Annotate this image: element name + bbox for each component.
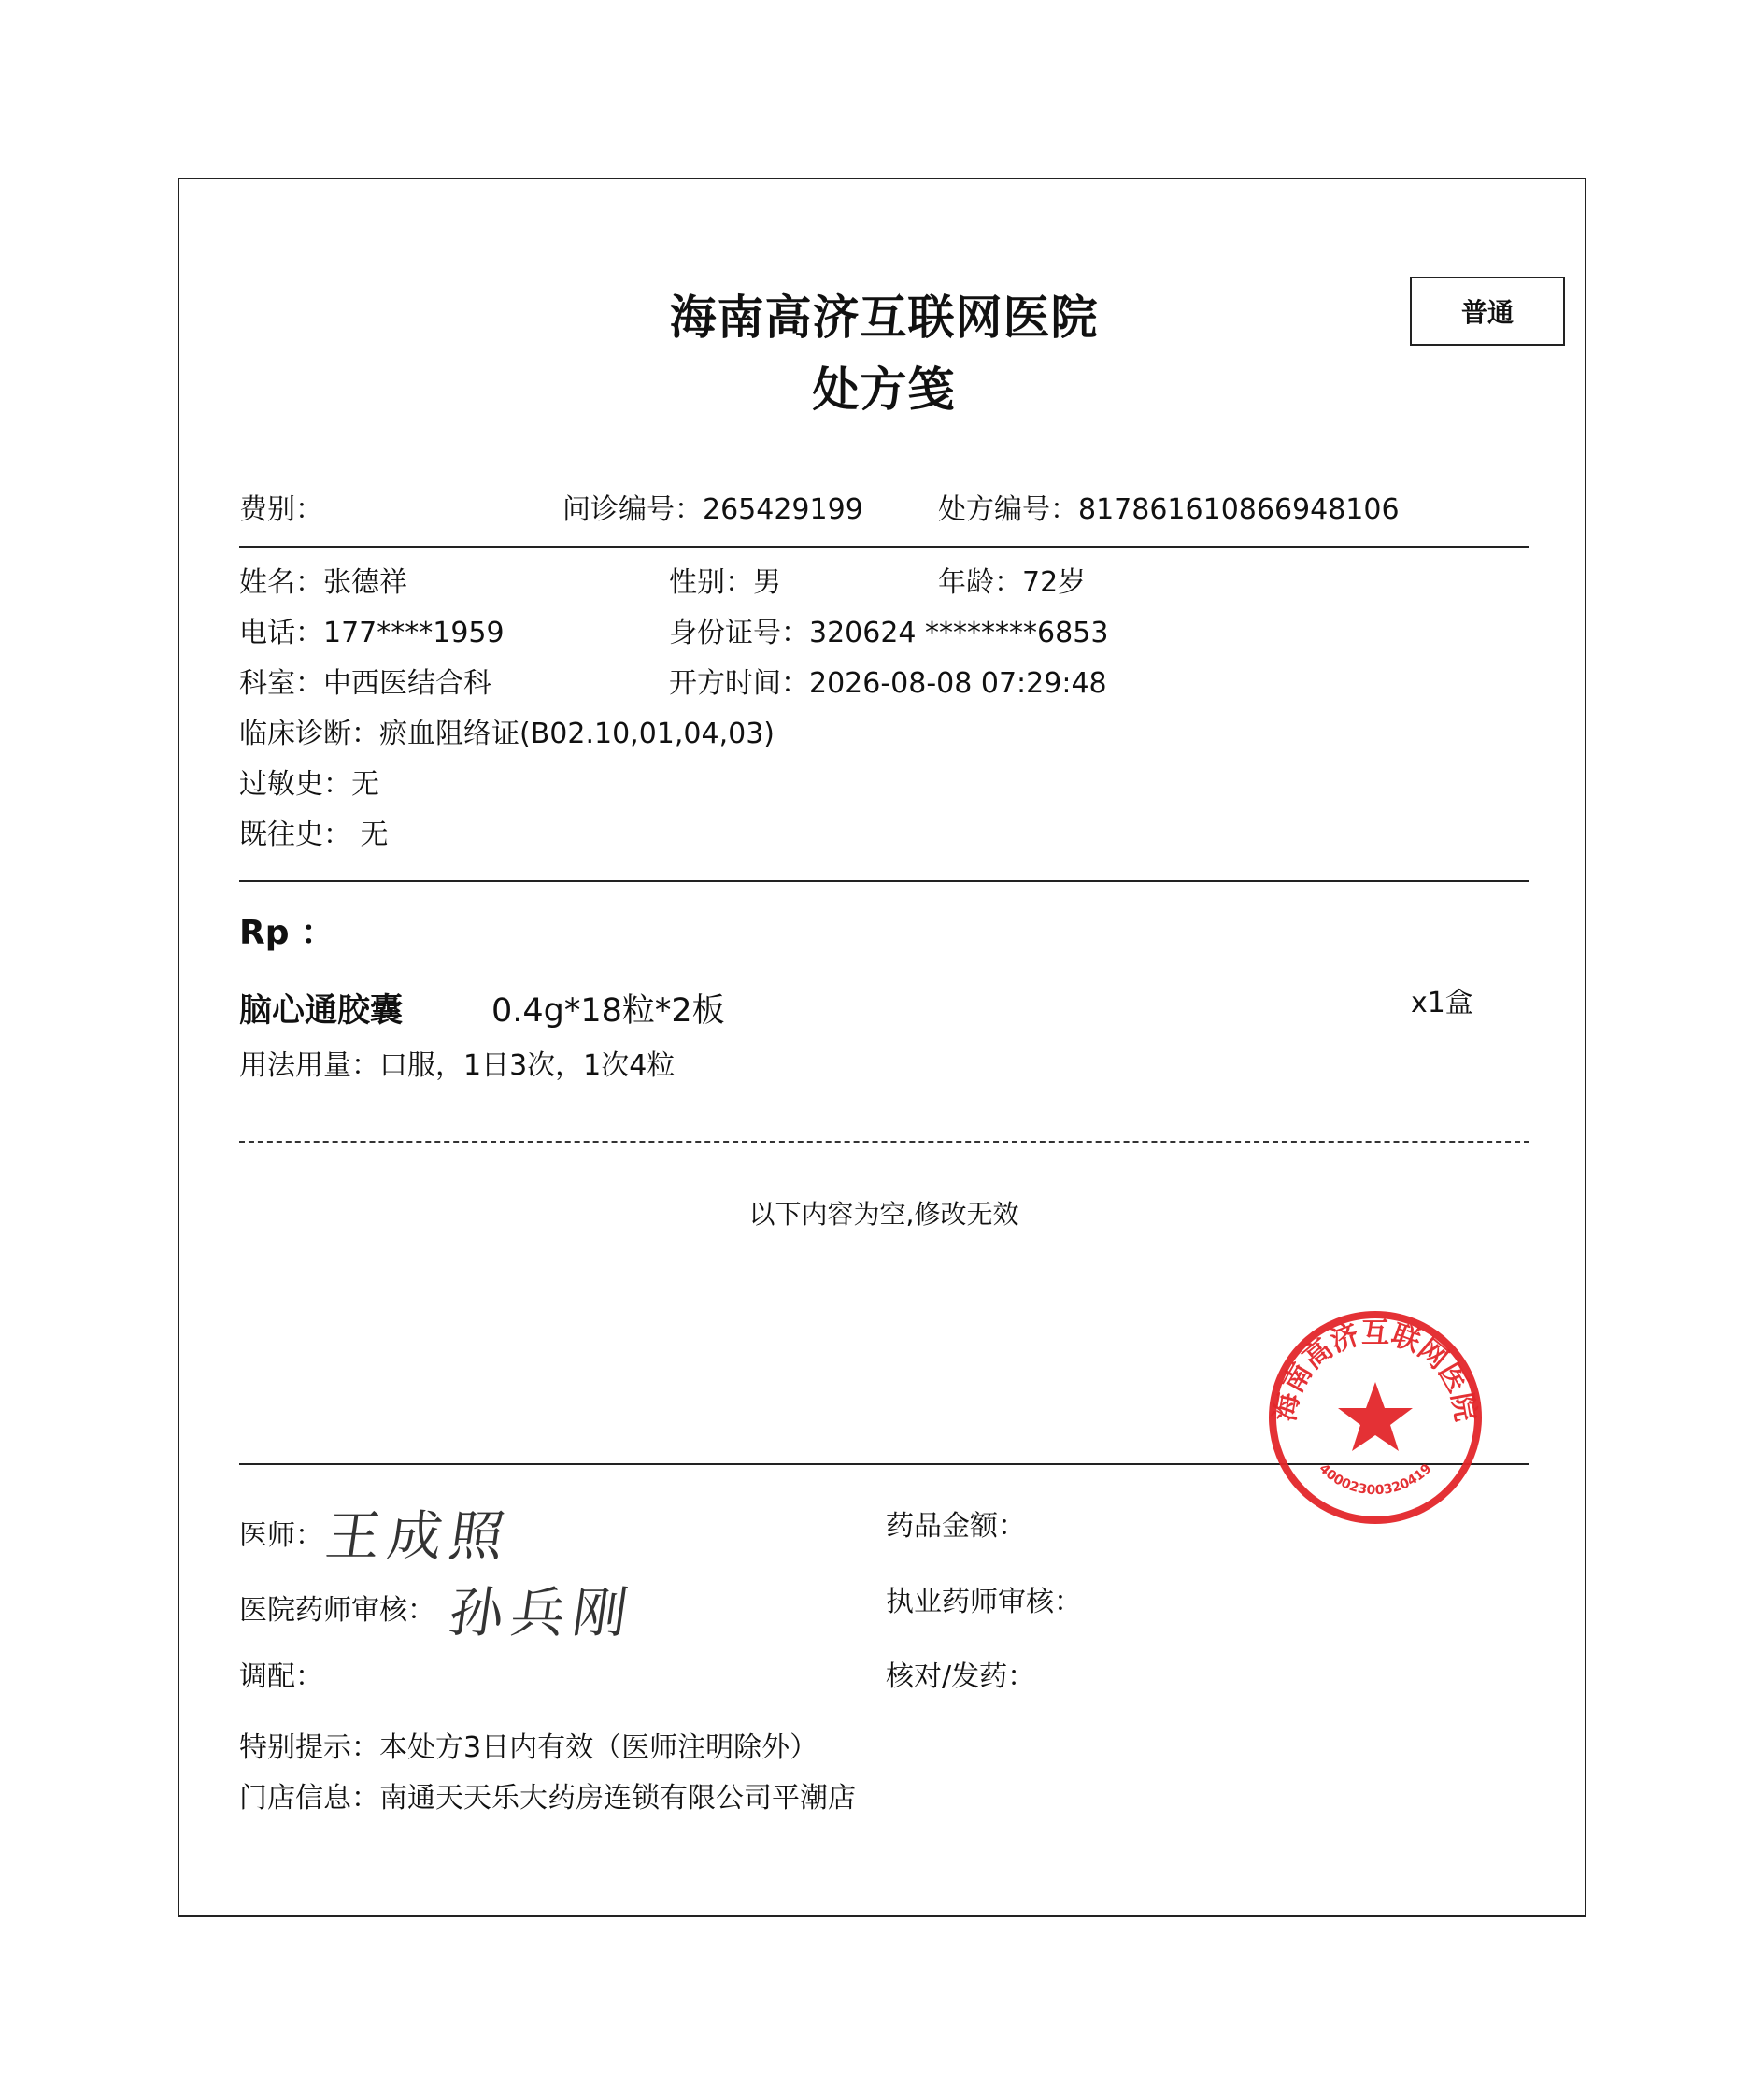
clinical-diagnosis: 临床诊断：瘀血阻络证(B02.10,01,04,03) xyxy=(239,718,775,750)
header-divider xyxy=(239,546,1529,548)
seal-name-text: 海南高济互联网医院 xyxy=(1269,1317,1482,1424)
doctor-signature: 王成照 xyxy=(321,1504,517,1568)
patient-id-number: 身份证号：320624 ********6853 xyxy=(669,617,1109,649)
prescription-time: 开方时间：2026-08-08 07:29:48 xyxy=(669,667,1107,700)
drug-usage: 用法用量：口服，1日3次，1次4粒 xyxy=(239,1049,676,1082)
check-dispense-label: 核对/发药： xyxy=(886,1660,1036,1693)
department: 科室：中西医结合科 xyxy=(239,667,491,700)
drug-spec: 0.4g*18粒*2板 xyxy=(491,992,725,1030)
patient-divider xyxy=(239,880,1529,882)
patient-phone: 电话：177****1959 xyxy=(239,617,505,649)
prescription-sheet xyxy=(178,178,1586,1917)
rp-label: Rp ： xyxy=(239,914,335,952)
patient-gender: 性别：男 xyxy=(669,566,781,599)
fee-type: 费别： xyxy=(239,493,323,526)
dashed-divider xyxy=(239,1141,1529,1143)
prescription-type-label: 普通 xyxy=(1460,297,1514,328)
special-notice: 特别提示：本处方3日内有效（医师注明除外） xyxy=(239,1731,818,1764)
seal-code-text: 40002300320419 xyxy=(1316,1460,1435,1499)
medical-history: 既往史： 无 xyxy=(239,819,389,851)
prescription-number: 处方编号：817861610866948106 xyxy=(938,493,1400,526)
hospital-pharmacist-label: 医院药师审核： xyxy=(239,1594,435,1627)
doctor-label: 医师： xyxy=(239,1519,323,1552)
seal-star-icon xyxy=(1338,1382,1413,1451)
prescription-type-badge xyxy=(1410,277,1565,346)
licensed-pharmacist-label: 执业药师审核： xyxy=(886,1586,1082,1618)
hospital-seal-stamp xyxy=(1263,1305,1487,1530)
patient-name: 姓名：张德祥 xyxy=(239,566,407,599)
patient-age: 年龄：72岁 xyxy=(938,566,1087,599)
store-info: 门店信息：南通天天乐大药房连锁有限公司平潮店 xyxy=(239,1782,856,1815)
allergy-history: 过敏史：无 xyxy=(239,768,379,801)
drug-name: 脑心通胶囊 xyxy=(239,992,404,1030)
document-title: 处方笺 xyxy=(812,363,956,417)
hospital-pharmacist-signature: 孙兵刚 xyxy=(445,1581,640,1644)
drug-amount-label: 药品金额： xyxy=(886,1510,1026,1543)
drug-quantity: x1盒 xyxy=(1411,987,1473,1019)
blank-notice: 以下内容为空,修改无效 xyxy=(748,1199,1019,1230)
consult-number: 问诊编号：265429199 xyxy=(562,493,863,526)
hospital-name: 海南高济互联网医院 xyxy=(669,291,1099,345)
dispense-label: 调配： xyxy=(239,1660,323,1693)
